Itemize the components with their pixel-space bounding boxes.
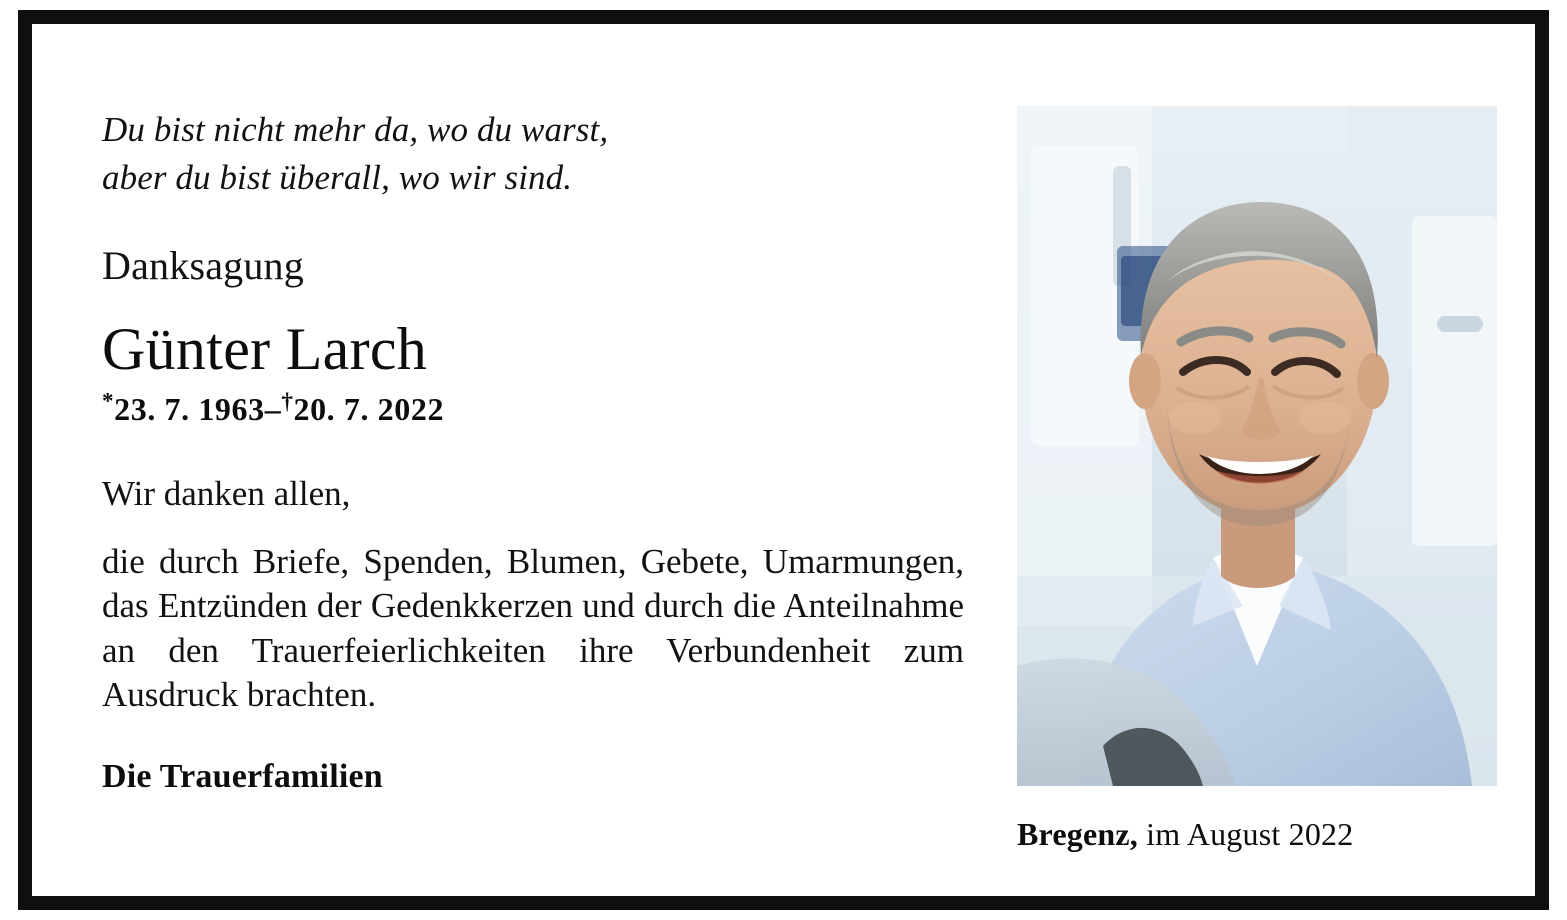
date-dash: – bbox=[264, 390, 282, 427]
notice-paper bbox=[32, 24, 1535, 896]
notice-heading: Danksagung bbox=[102, 242, 304, 288]
motto bbox=[102, 106, 982, 202]
motto-line-2: aber du bist überall, wo wir sind. bbox=[102, 157, 573, 197]
portrait-photo bbox=[1017, 106, 1497, 786]
motto-line-1: Du bist nicht mehr da, wo du warst, bbox=[102, 110, 609, 149]
notice-frame bbox=[18, 10, 1549, 910]
birth-star-symbol: * bbox=[102, 387, 115, 414]
portrait-illustration bbox=[1017, 106, 1497, 786]
thanks-body: die durch Briefe, Spenden, Blumen, Gebete, Umarmungen, das Entzünden der Gedenkkerzen und durch die Anteilnahme an den Trauerfeierlichkeiten ihre Verbundenheit zum Ausdruck brachten. bbox=[102, 541, 964, 715]
notice-content bbox=[32, 24, 1535, 896]
death-cross-symbol: † bbox=[281, 387, 294, 414]
notice-date: im August 2022 bbox=[1137, 816, 1354, 852]
deceased-name: Günter Larch bbox=[102, 315, 428, 382]
death-date: 20. 7. 2022 bbox=[293, 390, 445, 427]
place-and-date bbox=[1017, 816, 1497, 853]
birth-date: 23. 7. 1963 bbox=[114, 390, 265, 427]
notice-photo-column bbox=[1017, 106, 1497, 853]
life-dates bbox=[102, 387, 982, 428]
place-name: Bregenz, bbox=[1017, 816, 1138, 852]
thanks-lead: Wir danken allen, bbox=[102, 473, 351, 513]
signature-line: Die Trauerfamilien bbox=[102, 757, 383, 795]
notice-text-column bbox=[102, 106, 982, 796]
